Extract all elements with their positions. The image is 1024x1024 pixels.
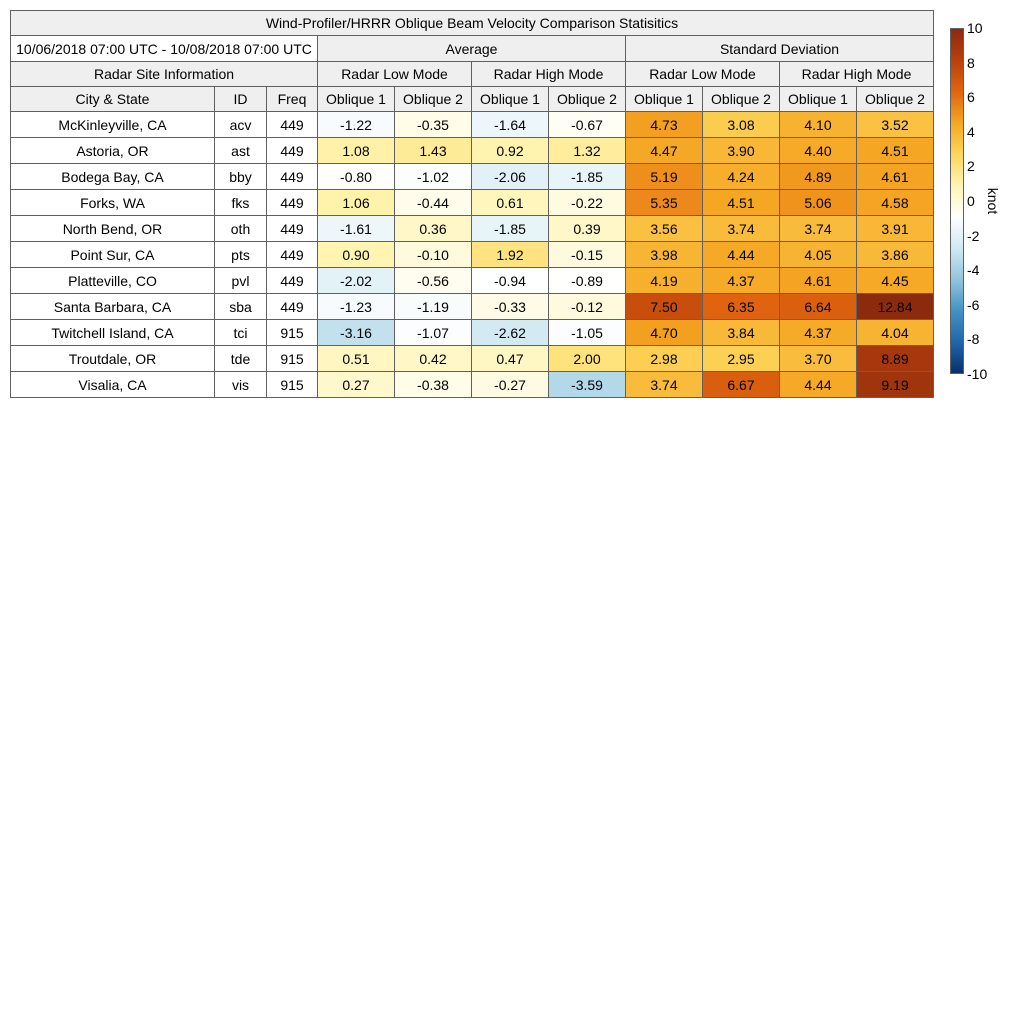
table-row [11,268,934,294]
value-cell: 4.70 [626,320,703,346]
value-cell: -0.38 [395,372,472,398]
column-header: Freq [267,87,318,112]
freq-cell: 915 [267,346,318,372]
mode-header: Radar High Mode [472,62,626,87]
table-row [11,190,934,216]
value-cell: 9.19 [857,372,934,398]
value-cell: -0.33 [472,294,549,320]
column-header: Oblique 1 [626,87,703,112]
table-row [11,320,934,346]
city-cell: Troutdale, OR [11,346,215,372]
colorbar-tick-label: 10 [967,20,983,36]
value-cell: -1.07 [395,320,472,346]
id-cell: vis [215,372,267,398]
value-cell: -2.02 [318,268,395,294]
id-cell: sba [215,294,267,320]
value-cell: -2.62 [472,320,549,346]
value-cell: -3.59 [549,372,626,398]
value-cell: 3.56 [626,216,703,242]
freq-cell: 449 [267,216,318,242]
colorbar-tick-label: -4 [967,262,980,279]
id-cell: tci [215,320,267,346]
value-cell: 4.51 [857,138,934,164]
value-cell: 4.37 [703,268,780,294]
value-cell: 4.37 [780,320,857,346]
table-row [11,242,934,268]
column-header: Oblique 1 [318,87,395,112]
value-cell: -0.89 [549,268,626,294]
site-info-header: Radar Site Information [11,62,318,87]
value-cell: 12.84 [857,294,934,320]
value-cell: 3.52 [857,112,934,138]
value-cell: 4.89 [780,164,857,190]
value-cell: 5.35 [626,190,703,216]
value-cell: -0.35 [395,112,472,138]
freq-cell: 449 [267,268,318,294]
value-cell: 1.08 [318,138,395,164]
value-cell: 5.19 [626,164,703,190]
colorbar-label: knot [985,187,1001,215]
value-cell: 0.61 [472,190,549,216]
freq-cell: 449 [267,138,318,164]
freq-cell: 449 [267,242,318,268]
value-cell: 1.43 [395,138,472,164]
value-cell: 5.06 [780,190,857,216]
colorbar [950,28,964,374]
value-cell: 3.98 [626,242,703,268]
table-row [11,138,934,164]
value-cell: 4.58 [857,190,934,216]
table-row [11,112,934,138]
value-cell: -1.22 [318,112,395,138]
colorbar-tick-label: 6 [967,89,975,106]
statistics-table [10,10,934,398]
value-cell: -0.56 [395,268,472,294]
id-cell: fks [215,190,267,216]
mode-header: Radar Low Mode [626,62,780,87]
id-cell: acv [215,112,267,138]
colorbar-tick-label: 2 [967,158,975,175]
freq-cell: 449 [267,190,318,216]
column-header: ID [215,87,267,112]
value-cell: 8.89 [857,346,934,372]
id-cell: oth [215,216,267,242]
value-cell: 7.50 [626,294,703,320]
value-cell: 1.32 [549,138,626,164]
city-cell: Visalia, CA [11,372,215,398]
value-cell: 4.61 [857,164,934,190]
value-cell: -1.85 [549,164,626,190]
value-cell: 3.84 [703,320,780,346]
value-cell: -1.85 [472,216,549,242]
value-cell: -0.12 [549,294,626,320]
value-cell: 3.70 [780,346,857,372]
group-header-average: Average [318,36,626,62]
value-cell: 4.04 [857,320,934,346]
id-cell: pvl [215,268,267,294]
date-range: 10/06/2018 07:00 UTC - 10/08/2018 07:00 UTC [11,36,318,62]
colorbar-tick-label: -6 [967,296,980,313]
value-cell: -1.02 [395,164,472,190]
mode-header: Radar High Mode [780,62,934,87]
value-cell: -0.44 [395,190,472,216]
value-cell: -2.06 [472,164,549,190]
value-cell: 0.42 [395,346,472,372]
value-cell: 2.98 [626,346,703,372]
table-row [11,294,934,320]
group-header-std-dev: Standard Deviation [626,36,934,62]
column-header: Oblique 2 [703,87,780,112]
colorbar-tick-label: 0 [967,193,975,209]
value-cell: -1.23 [318,294,395,320]
value-cell: -0.94 [472,268,549,294]
value-cell: 3.74 [780,216,857,242]
value-cell: -0.10 [395,242,472,268]
freq-cell: 449 [267,164,318,190]
column-header: Oblique 2 [857,87,934,112]
value-cell: -3.16 [318,320,395,346]
value-cell: 4.24 [703,164,780,190]
value-cell: 4.45 [857,268,934,294]
column-header: Oblique 1 [472,87,549,112]
value-cell: 1.06 [318,190,395,216]
value-cell: -0.27 [472,372,549,398]
freq-cell: 915 [267,372,318,398]
column-header: City & State [11,87,215,112]
value-cell: 0.90 [318,242,395,268]
table-body [11,112,934,398]
value-cell: 0.51 [318,346,395,372]
city-cell: Point Sur, CA [11,242,215,268]
id-cell: tde [215,346,267,372]
city-cell: Astoria, OR [11,138,215,164]
value-cell: 2.95 [703,346,780,372]
value-cell: 3.74 [703,216,780,242]
freq-cell: 449 [267,112,318,138]
colorbar-tick-label: 4 [967,123,975,140]
value-cell: 1.92 [472,242,549,268]
value-cell: 6.64 [780,294,857,320]
value-cell: -1.64 [472,112,549,138]
value-cell: -0.22 [549,190,626,216]
value-cell: 4.10 [780,112,857,138]
value-cell: 3.91 [857,216,934,242]
city-cell: McKinleyville, CA [11,112,215,138]
value-cell: 0.47 [472,346,549,372]
value-cell: 4.44 [780,372,857,398]
value-cell: -1.19 [395,294,472,320]
mode-header: Radar Low Mode [318,62,472,87]
value-cell: 4.51 [703,190,780,216]
value-cell: 6.67 [703,372,780,398]
table-row [11,216,934,242]
value-cell: 3.90 [703,138,780,164]
colorbar-tick-label: -10 [967,366,988,382]
value-cell: 3.86 [857,242,934,268]
value-cell: -1.05 [549,320,626,346]
value-cell: 4.47 [626,138,703,164]
value-cell: -0.67 [549,112,626,138]
table-row [11,346,934,372]
city-cell: Platteville, CO [11,268,215,294]
value-cell: 0.27 [318,372,395,398]
value-cell: 2.00 [549,346,626,372]
value-cell: 0.36 [395,216,472,242]
value-cell: 4.44 [703,242,780,268]
table-row [11,164,934,190]
column-header: Oblique 2 [549,87,626,112]
value-cell: 3.74 [626,372,703,398]
table-title: Wind-Profiler/HRRR Oblique Beam Velocity Comparison Statisitics [11,11,934,36]
column-header: Oblique 2 [395,87,472,112]
id-cell: pts [215,242,267,268]
id-cell: bby [215,164,267,190]
value-cell: 0.39 [549,216,626,242]
freq-cell: 915 [267,320,318,346]
city-cell: Forks, WA [11,190,215,216]
city-cell: Bodega Bay, CA [11,164,215,190]
column-header-row [11,87,934,112]
value-cell: 4.61 [780,268,857,294]
value-cell: 4.19 [626,268,703,294]
value-cell: 0.92 [472,138,549,164]
id-cell: ast [215,138,267,164]
city-cell: Twitchell Island, CA [11,320,215,346]
freq-cell: 449 [267,294,318,320]
column-header: Oblique 1 [780,87,857,112]
city-cell: North Bend, OR [11,216,215,242]
value-cell: -1.61 [318,216,395,242]
value-cell: -0.15 [549,242,626,268]
city-cell: Santa Barbara, CA [11,294,215,320]
value-cell: 4.05 [780,242,857,268]
value-cell: -0.80 [318,164,395,190]
colorbar-tick-label: 8 [967,54,975,71]
value-cell: 3.08 [703,112,780,138]
colorbar-tick-label: -2 [967,227,980,244]
colorbar-tick-label: -8 [967,331,980,348]
table-row [11,372,934,398]
value-cell: 4.73 [626,112,703,138]
value-cell: 6.35 [703,294,780,320]
value-cell: 4.40 [780,138,857,164]
